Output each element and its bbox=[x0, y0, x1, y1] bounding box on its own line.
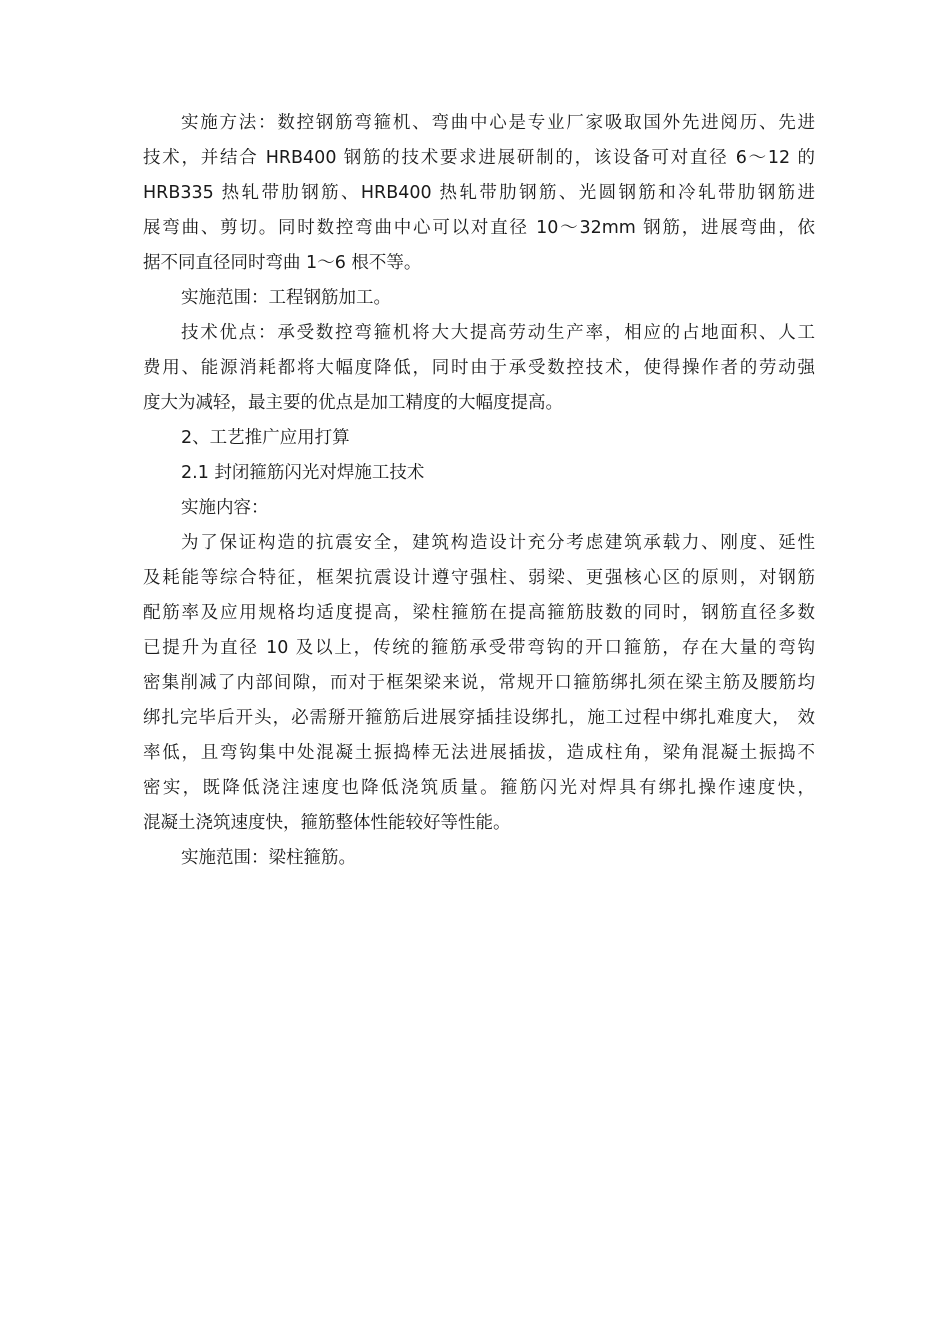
text-line: 密集削减了内部间隙，而对于框架梁来说，常规开口箍筋绑扎须在梁主筋及腰筋均 bbox=[143, 673, 815, 693]
text-line: HRB335 热轧带肋钢筋、HRB400 热轧带肋钢筋、光圆钢筋和冷轧带肋钢筋进 bbox=[143, 183, 815, 203]
text-line: 实施内容： bbox=[181, 498, 269, 518]
paragraph-advantage bbox=[143, 316, 815, 421]
text-line: 费用、能源消耗都将大幅度降低，同时由于承受数控技术，使得操作者的劳动强 bbox=[143, 358, 815, 378]
document-body bbox=[143, 106, 815, 876]
text-line: 已提升为直径 10 及以上，传统的箍筋承受带弯钩的开口箍筋，存在大量的弯钩 bbox=[143, 638, 815, 658]
text-line: 实施方法：数控钢筋弯箍机、弯曲中心是专业厂家吸取国外先进阅历、先进 bbox=[181, 113, 815, 133]
paragraph-content-label bbox=[143, 491, 815, 526]
text-line: 率低，且弯钩集中处混凝土振捣棒无法进展插拔，造成柱角，梁角混凝土振捣不 bbox=[143, 743, 815, 763]
text-line: 展弯曲、剪切。同时数控弯曲中心可以对直径 10～32mm 钢筋，进展弯曲，依 bbox=[143, 218, 815, 238]
paragraph-method bbox=[143, 106, 815, 281]
text-line: 绑扎完毕后开头，必需掰开箍筋后进展穿插挂设绑扎，施工过程中绑扎难度大， 效 bbox=[143, 708, 815, 728]
text-line: 混凝土浇筑速度快，箍筋整体性能较好等性能。 bbox=[143, 813, 511, 833]
text-line: 技术优点：承受数控弯箍机将大大提高劳动生产率，相应的占地面积、人工 bbox=[181, 323, 815, 343]
text-line: 技术，并结合 HRB400 钢筋的技术要求进展研制的，该设备可对直径 6～12 的 bbox=[143, 148, 815, 168]
text-line: 密实，既降低浇注速度也降低浇筑质量。箍筋闪光对焊具有绑扎操作速度快， bbox=[143, 778, 815, 798]
subsection-heading bbox=[143, 456, 815, 491]
text-line: 据不同直径同时弯曲 1～6 根不等。 bbox=[143, 253, 422, 273]
paragraph-content bbox=[143, 526, 815, 841]
text-line: 及耗能等综合特征，框架抗震设计遵守强柱、弱梁、更强核心区的原则，对钢筋 bbox=[143, 568, 815, 588]
text-line: 2.1 封闭箍筋闪光对焊施工技术 bbox=[181, 463, 425, 483]
text-line: 度大为减轻，最主要的优点是加工精度的大幅度提高。 bbox=[143, 393, 563, 413]
text-line: 为了保证构造的抗震安全，建筑构造设计充分考虑建筑承载力、刚度、延性 bbox=[181, 533, 815, 553]
text-line: 配筋率及应用规格均适度提高，梁柱箍筋在提高箍筋肢数的同时，钢筋直径多数 bbox=[143, 603, 815, 623]
text-line: 实施范围：梁柱箍筋。 bbox=[181, 848, 356, 868]
section-heading bbox=[143, 421, 815, 456]
paragraph-scope bbox=[143, 281, 815, 316]
text-line: 2、工艺推广应用打算 bbox=[181, 428, 350, 448]
paragraph-scope-2 bbox=[143, 841, 815, 876]
text-line: 实施范围：工程钢筋加工。 bbox=[181, 288, 391, 308]
